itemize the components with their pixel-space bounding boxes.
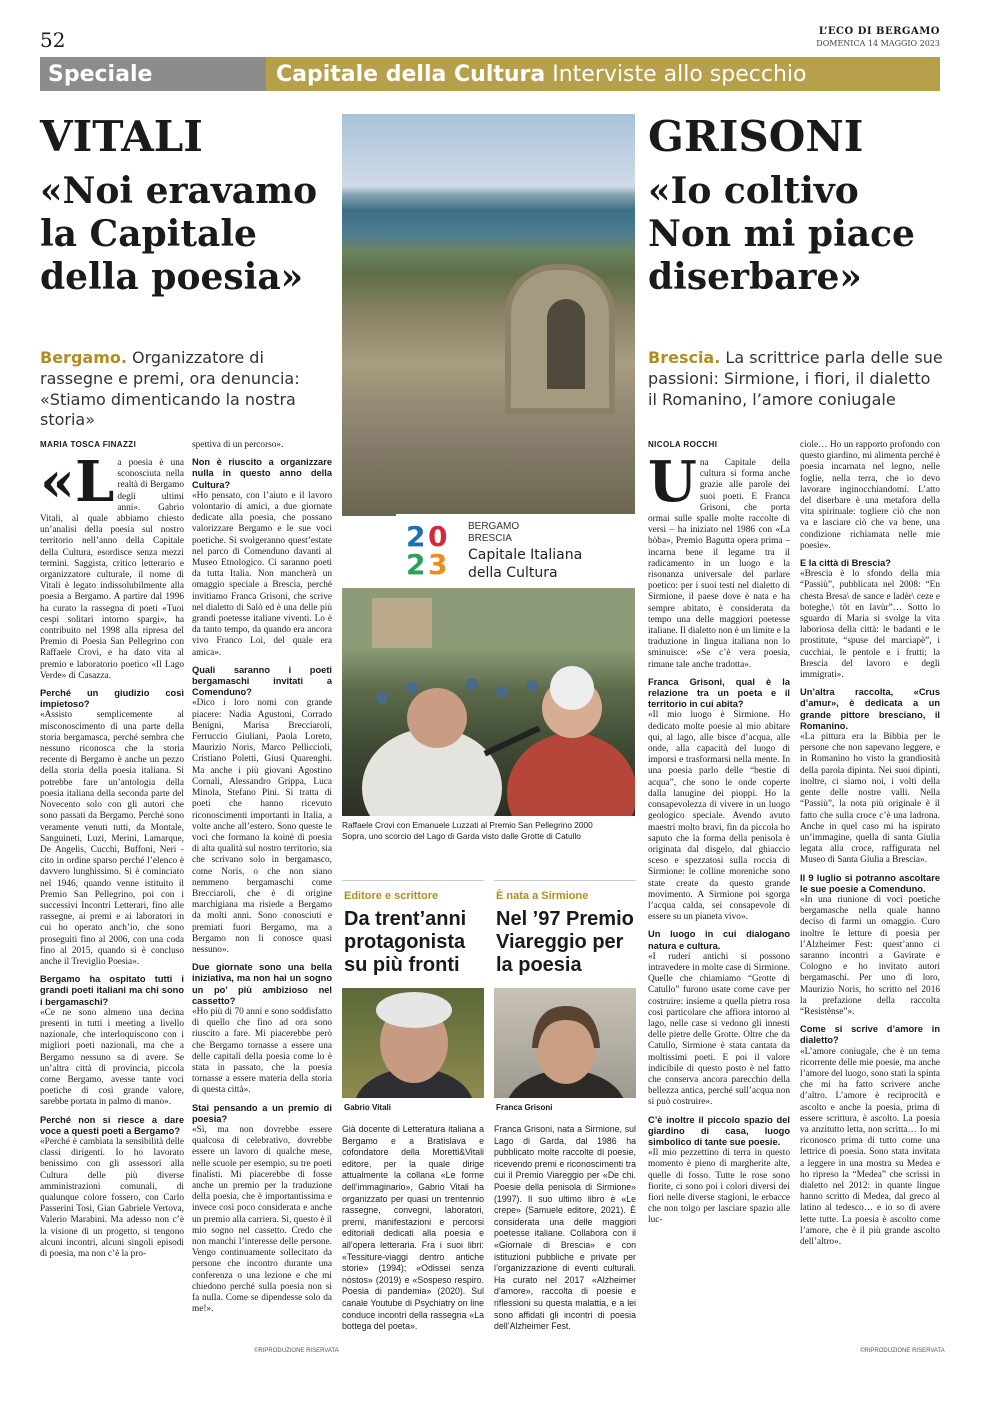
divider bbox=[342, 880, 484, 881]
drop-cap: U bbox=[648, 458, 697, 515]
section-title bbox=[266, 62, 806, 87]
logo-year bbox=[406, 521, 456, 581]
franca-grisoni-photo bbox=[494, 988, 636, 1098]
box1-text: Già docente di Letteratura italiana a Bergamo e a Bratislava e cofondatore della Moretti&Vitali editore, per la quale dirige attualmente la collana «Le forme dell’immaginario», Gabrio Vitali ha organizzato per quasi un trentennio rassegne, convegni, laboratori, premi, manifestazioni e percorsi editoriali dedicati alla poesia e all’opera letteraria. Fra i suoi libri: «Tessiture-viaggi dentro antiche storie» (1994); «Odissei senza nòstos» (2019) e «Sospeso respiro. Poesia di pandemia» (2020). Sul canale Youtube di Psychiatry on line conduce incontri della rassegna «La bottega del poeta». bbox=[342, 1124, 484, 1332]
section-title-bold: Capitale della Cultura bbox=[276, 61, 546, 87]
left-column-2 bbox=[192, 440, 332, 1358]
caption-line: Raffaele Crovi con Emanuele Luzzati al Premio San Pellegrino 2000 bbox=[342, 820, 593, 830]
divider bbox=[494, 880, 636, 881]
interview-question: Perché non si riesce a dare voce a questi poeti a Bergamo? bbox=[40, 1114, 184, 1136]
photo-caption bbox=[342, 820, 638, 842]
left-headline-line: la Capitale bbox=[40, 213, 257, 256]
left-copyright: ©RIPRODUZIONE RISERVATA bbox=[254, 1348, 339, 1354]
right-headline-line: Non mi piace bbox=[648, 213, 915, 256]
section-label: Speciale bbox=[40, 57, 266, 91]
article-paragraph: «Dico i loro nomi con grande piacere: Nadia Agustoni, Corrado Benigni, Marisa Brecciaroli, Ferruccio Giuliani, Paola Loreto, Maurizio Noris, Marco Pelliccioli, Cristiano Poletti, Giusi Quarenghi. Ma anche i più giovani Agostino Cornali, Alessandro Grippa, Luca Minola, Stefano Pini. Si tratta di poeti che hanno ricevuto riconoscimenti importanti in Italia, a volte anche all’estero. Sono queste le voci che formano la koinè di poesia di alta qualità sul nostro territorio, sia che scrivano solo in bergamasco, come Noris, o che non siano nemmeno bergamaschi come Brecciaroli, che è di origine marchigiana ma risiede a Bergamo da molti anni. Sono conosciuti e premiati fuori Bergamo, ma a Bergamo non li conosce quasi nessuno». bbox=[192, 698, 332, 955]
article-paragraph: «Il mio pezzettino di terra in questo momento è pieno di margherite alte, quelle di fosso. Tutte le rose sono fiorite, ci sono poi i colori diversi dei fiori nelle diverse stagioni, le erbacce che non tolgo per lasciare spazio alle luc- bbox=[648, 1148, 790, 1226]
section-title-light: Interviste allo specchio bbox=[552, 61, 807, 87]
left-lead-text: Organizzatore di rassegne e premi, ora denuncia: «Stiamo dimenticando la nostra storia» bbox=[40, 348, 300, 430]
article-paragraph: «Ho più di 70 anni e sono soddisfatto di quello che fino ad ora sono riuscito a fare. Mi piacerebbe però che Bergamo tornasse a essere una delle capitali della poesia come lo è stata in passato, che la poesia tornasse a essere materia della storia di questa città». bbox=[192, 1006, 332, 1096]
right-name: GRISONI bbox=[648, 112, 864, 161]
right-lead-city: Brescia. bbox=[648, 348, 721, 367]
logo-title2: della Cultura bbox=[468, 565, 558, 581]
box2-photo-name: Franca Grisoni bbox=[496, 1103, 553, 1112]
article-paragraph: «Ho pensato, con l’aiuto e il lavoro volontario di amici, a due giornate dedicate alla poesia, che possano valorizzare Bergamo e le sue voci poetiche. Si svolgeranno quest’estate nel parco di Comenduno davanti al Museo Etnologico. Ci saranno poeti da tutta Italia. Non mancherà un omaggio speciale a Brescia, perché invitiamo Franca Grisoni, che scrive nel dialetto di Salò ed è una delle più grandi poetesse italiane viventi. Lo è da tanto tempo, da quando era ancora vivo Franco Loi, del quale era amica». bbox=[192, 490, 332, 658]
right-column-2 bbox=[800, 440, 940, 1348]
box1-kicker: Editore e scrittore bbox=[344, 890, 439, 902]
logo-digit: 0 bbox=[428, 520, 448, 553]
left-byline: MARIA TOSCA FINAZZI bbox=[40, 440, 137, 449]
issue-date: DOMENICA 14 MAGGIO 2023 bbox=[816, 39, 940, 48]
right-lead bbox=[648, 348, 943, 410]
crovi-luzzati-photo bbox=[342, 588, 635, 816]
capitale-logo bbox=[396, 514, 636, 588]
article-paragraph: na Capitale della cultura si forma anche grazie alle parole dei suoi poeti. E Franca Grisoni, che porta ormai sulle spalle molte raccolte di versi – ha iniziato nel 1986 con «La bòba», Premio Bagutta opera prima – incarna bene il legame tra il radicamento in un luogo e la risonanza universale del parlare poetico: per i suoi testi nel dialetto di Sirmione, il paese dove è nata e ha sempre abitato, è considerata da tempo una delle maggiori poetesse italiane. Il dialetto non è un limite e la traduzione in lingua italiana non lo sminuisce: «Se c’è vera poesia, rimane tale anche tradotta». bbox=[648, 458, 790, 670]
left-headline bbox=[40, 170, 340, 300]
interview-question: Perché un giudizio così impietoso? bbox=[40, 688, 184, 710]
ruin-arch-opening bbox=[547, 299, 585, 389]
portrait-vitali bbox=[342, 988, 484, 1098]
article-paragraph: «Brescia è lo sfondo della mia “Passiù”, pubblicata nel 2008: “En chesta Bresa\ de sance e ladèr\ ceze e boteghe,\ töt en lavùr”… Sotto lo sguardo di Maria si svolge la vita laboriosa della città: le badanti e le prostitute, “spuse del marciapè”, i cucchiai, le pentole e i frutti; la Brescia del lavoro e degli immigrati». bbox=[800, 569, 940, 681]
gabrio-vitali-photo bbox=[342, 988, 484, 1098]
article-paragraph: ciole… Ho un rapporto profondo con questo giardino, mi alimenta perché è poesia incarnata nel legno, nelle foglie, nella terra, che io devo lavorare inginocchiandomi. L’atto del diserbare è una metafora della vita spirituale: togliere ciò che non va e lasciare ciò che va bene, una condizione richiamata nelle mie poesie». bbox=[800, 440, 940, 551]
caption-line: Sopra, uno scorcio del Lago di Garda visto dalle Grotte di Catullo bbox=[342, 831, 581, 841]
box2-kicker: È nata a Sirmione bbox=[496, 890, 589, 902]
right-byline: NICOLA ROCCHI bbox=[648, 440, 718, 449]
box2-title: Nel ’97 Premio Viareggio per la poesia bbox=[496, 908, 634, 976]
interview-question: Franca Grisoni, qual è la relazione tra un poeta e il territorio in cui abita? bbox=[648, 676, 790, 710]
logo-city1: BERGAMO bbox=[468, 520, 520, 532]
article-paragraph: «Ce ne sono almeno una decina presenti in tutti i meeting a livello nazionale, che interloquiscono con i migliori poeti nazionali, ma che a Bergamo nessuno sa di avere. Se un’altra città di provincia, piccola come Bergamo, avesse tante voci poetiche di così grande valore, sarebbe portata in palmo di mano». bbox=[40, 1007, 184, 1108]
box1-photo-name: Gabrio Vitali bbox=[344, 1103, 391, 1112]
interview-question: E la città di Brescia? bbox=[800, 558, 891, 569]
interview-question: Non è riuscito a organizzare nulla in questo anno della Cultura? bbox=[192, 457, 332, 490]
logo-title1: Capitale Italiana bbox=[468, 546, 583, 563]
right-lead-text: La scrittrice parla delle sue passioni: Sirmione, i fiori, il dialetto il Romanino, l’amore coniugale bbox=[648, 348, 943, 409]
left-headline-line: «Noi eravamo bbox=[40, 170, 318, 212]
logo-city2: BRESCIA bbox=[468, 532, 512, 544]
article-paragraph: «Perché è cambiata la sensibilità delle classi dirigenti. Io ho lavorato benissimo con gli assessori alla Cultura delle più diverse amministrazioni comunali, di qualunque colore fossero, con Carlo Passerini Tosi, Gian Gabriele Vertova, Valerio Marabini. Ma adesso non c’è la visione di un progetto, si tengono alcuni incontri, alcuni singoli episodi di poesia, ma non c’è la pro- bbox=[40, 1136, 184, 1260]
logo-digit: 2 bbox=[406, 548, 426, 581]
interview-question: Quali saranno i poeti bergamaschi invitati a Comenduno? bbox=[192, 664, 332, 698]
left-lead-city: Bergamo. bbox=[40, 348, 127, 367]
right-headline-line: diserbare» bbox=[648, 256, 862, 299]
article-paragraph: spettiva di un percorso». bbox=[192, 440, 284, 450]
section-band bbox=[40, 57, 940, 91]
portrait-grisoni bbox=[494, 988, 636, 1098]
article-paragraph: «Il mio luogo è Sirmione. Ho dedicato molte poesie al mio abitare qui, al lago, alle bisce d’acqua, alle onde, alla capacità del luogo di imporsi e trasformarsi nella mente. In una poesia parlo delle “bestie di acqua”, che sono le onde coperte dalla lanugine dei pioppi. Ho la consapevolezza di vivere in un luogo geologico speciale. Avendo avuto maestri molto bravi, fin da piccola ho saputo che la forma della penisola è originata dal disgelo, dal ghiaccio sceso e spezzatosi sulla roccia di Sirmione: le colline moreniche sono state create da questo grande movimento. A Sirmione poi sgorga l’acqua calda, sei consapevole di essere su un pianeta vivo». bbox=[648, 710, 790, 923]
right-headline bbox=[648, 170, 948, 300]
article-paragraph: «In una riunione di voci poetiche bergamasche nella quale hanno deciso di farmi un omaggio. Curo inoltre le letture di poesia per l’Alzheimer Fest: quest’anno ci saranno incontri a Gavirate e Cologno e ho invitato autori bergamaschi. Per uno di loro, Maurizio Noris, ho scritto nel 2016 la prefazione della raccolta “Resistènse”». bbox=[800, 894, 940, 1017]
left-headline-line: della poesia» bbox=[40, 256, 304, 299]
drop-cap: «L bbox=[40, 458, 115, 515]
box2-text: Franca Grisoni, nata a Sirmione, sul Lago di Garda, dal 1986 ha pubblicato molte raccolte di poesie, ricevendo premi e riconoscimenti tra cui il Premio Viareggio per «De chi. Poesie della penisola di Sirmione» (1997). Il suo ultimo libro è «Le crepe» (Samuele editore, 2021). È considerata una delle maggiori poetesse italiane. Collabora con il «Giornale di Brescia» e con istituzioni pubbliche e private per l’organizzazione di eventi culturali. Ha curato nel 2017 «Alzheimer d’amore», raccolta di poesie e riflessioni su questa malattia, e a lei sono affidati gli incontri di poesia dell’Alzheimer Fest. bbox=[494, 1124, 636, 1332]
interview-question: Bergamo ha ospitato tutti i grandi poeti italiani ma chi sono i bergamaschi? bbox=[40, 974, 184, 1007]
article-paragraph: a poesia è una sconosciuta nella realtà di Bergamo degli ultimi anni». Gabrio Vitali, al quale abbiamo chiesto un’analisi della poesia sul nostro territorio nell’anno della Capitale della Cultura, esordisce senza mezzi termini. Saggista, critico letterario e organizzatore culturale, il nome di Vitali è legato indissolubilmente alla poesia a Bergamo. A partire dal 1996 ha curato la rassegna di poeti «Tuoi cespi solitari intorno spargi», ha contribuito nel 1998 alla ripresa del Premio di Poesia San Pellegrino con Raffaele Crovi, e ha dato vita al premio e laboratorio poetico «Il Lago Verde» di Casazza. bbox=[40, 458, 184, 681]
left-lead bbox=[40, 348, 335, 431]
logo-digit: 2 bbox=[406, 520, 426, 553]
article-paragraph: «Assisto semplicemente al misconoscimento di una parte della storia bergamasca, perché sembra che nessuno riconosca che la storia recente di Bergamo è anche un pezzo della storia della poesia italiana. Si potrebbe fare un’antologia della poesia italiana della seconda parte del Novecento solo con gli autori che sono passati da Bergamo. Perché sono veramente venuti tutti, da Montale, Sanguineti, Luzi, Merini, Lamarque, De Angelis, Cucchi, Buffoni, Neri - cito in ordine sparso perché l’elenco è davvero lunghissimo. Si è cominciato nel 1946, quando venne istituito il Premio San Pellegrino, poi con i successivi Incontri Letterari, fino alle rassegne, ai premi e ai laboratori in cui ho operato anch’io, che sono proseguiti fino al 2006, con una coda fino al 2015, quando si è concluso anche il Treviglio Poesia». bbox=[40, 710, 184, 967]
garda-photo bbox=[342, 114, 635, 516]
interview-question: Stai pensando a un premio di poesia? bbox=[192, 1102, 332, 1124]
interview-question: C’è inoltre il piccolo spazio del giardino di casa, luogo simbolico di tante sue poesie. bbox=[648, 1114, 790, 1147]
newspaper-header bbox=[816, 26, 940, 48]
logo-text bbox=[468, 521, 582, 581]
right-copyright: ©RIPRODUZIONE RISERVATA bbox=[860, 1348, 945, 1354]
right-column-1 bbox=[648, 458, 790, 1358]
logo-digit: 3 bbox=[428, 548, 448, 581]
interview-question: Un’altra raccolta, «Crus d’amur», è dedicata a un grande pittore bresciano, il Romanino. bbox=[800, 687, 940, 731]
interview-question: Il 9 luglio si potranno ascoltare le sue poesie a Comenduno. bbox=[800, 872, 940, 894]
left-column-1 bbox=[40, 458, 184, 1358]
crowd-scene bbox=[342, 588, 635, 816]
box1-title: Da trent’anni protagonista su più fronti bbox=[344, 908, 467, 976]
article-paragraph: «I ruderi antichi si possono intravedere in molte case di Sirmione. Quelle che chiamiamo “Grotte di Catullo” furono usate come cave per costruire: insieme a quella pietra rosa così particolare che affiora intorno al lago, nelle case si vedono gli innesti delle pietre delle Grotte. Oltre che da Catullo, Sirmione è stata cantata da moltissimi poeti. E poi il valore indicibile di questo posto è nel fatto che conserva ancora parecchio della bellezza antica, perché sull’acqua non si può costruire». bbox=[648, 951, 790, 1108]
article-paragraph: «La pittura era la Bibbia per le persone che non sapevano leggere, e in Romanino ho visto la grandiosità della parola dipinta. Nei suoi dipinti, inoltre, ci siamo noi, i volti della gente delle nostre valli. Nella “Passiù”, la nota più originale è il fatto che sulla croce c’è una ladrona. Anche in quel caso mi ha ispirato un’immagine, quella di santa Giulia legata alla croce, raffigurata nel Museo di Santa Giulia a Brescia». bbox=[800, 732, 940, 866]
interview-question: Come si scrive d’amore in dialetto? bbox=[800, 1024, 940, 1046]
article-paragraph: «L’amore coniugale, che è un tema ricorrente delle mie poesie, ma anche l’amore del luogo, sono stati la spinta che mi ha fatto scrivere anche d’altro. L’amore è reciprocità e ascolto e anche la poesia, prima di essere scrittura, è ascolto. La poesia va anzitutto letta, non scritta… Io mi riconosco prima di tutto come una lettrice di poesia. Sono stata invitata a leggere in una mostra su Medea e ho ripreso la “Medea” che scrissi in dialetto nel 2012: in quante lingue hanno scritto di Medea, dal greco al latino al tedesco… e io so di avere lette tutte. La poesia è ascolto come l’amore, che è il più grande ascolto dell’altro». bbox=[800, 1046, 940, 1248]
left-name: VITALI bbox=[40, 112, 203, 161]
page-number: 52 bbox=[40, 28, 66, 52]
interview-question: Un luogo in cui dialogano natura e cultura. bbox=[648, 929, 790, 951]
right-headline-line: «Io coltivo bbox=[648, 170, 859, 212]
interview-question: Due giornate sono una bella iniziativa, ma non hai un sogno un po’ più ambizioso nel cassetto? bbox=[192, 962, 332, 1006]
newspaper-name: L’ECO DI BERGAMO bbox=[818, 26, 940, 37]
article-paragraph: «Sì, ma non dovrebbe essere qualcosa di celebrativo, dovrebbe essere un lavoro di qualche mese, nelle scuole per esempio, su tre poeti finalisti. Mi piacerebbe di fosse anche un premio per la traduzione della poesia, che è importantissima e invece così poco considerata e anche un premio alla carriera. Sì, questo è il mio sogno nel cassetto. Credo che non manchi l’interesse delle persone. Vengo continuamente sollecitato da persone che incontro durante una conferenza o una lezione e che mi chiedono perché sulla poesia non si fa nulla. Come se dipendesse solo da me!». bbox=[192, 1124, 332, 1315]
